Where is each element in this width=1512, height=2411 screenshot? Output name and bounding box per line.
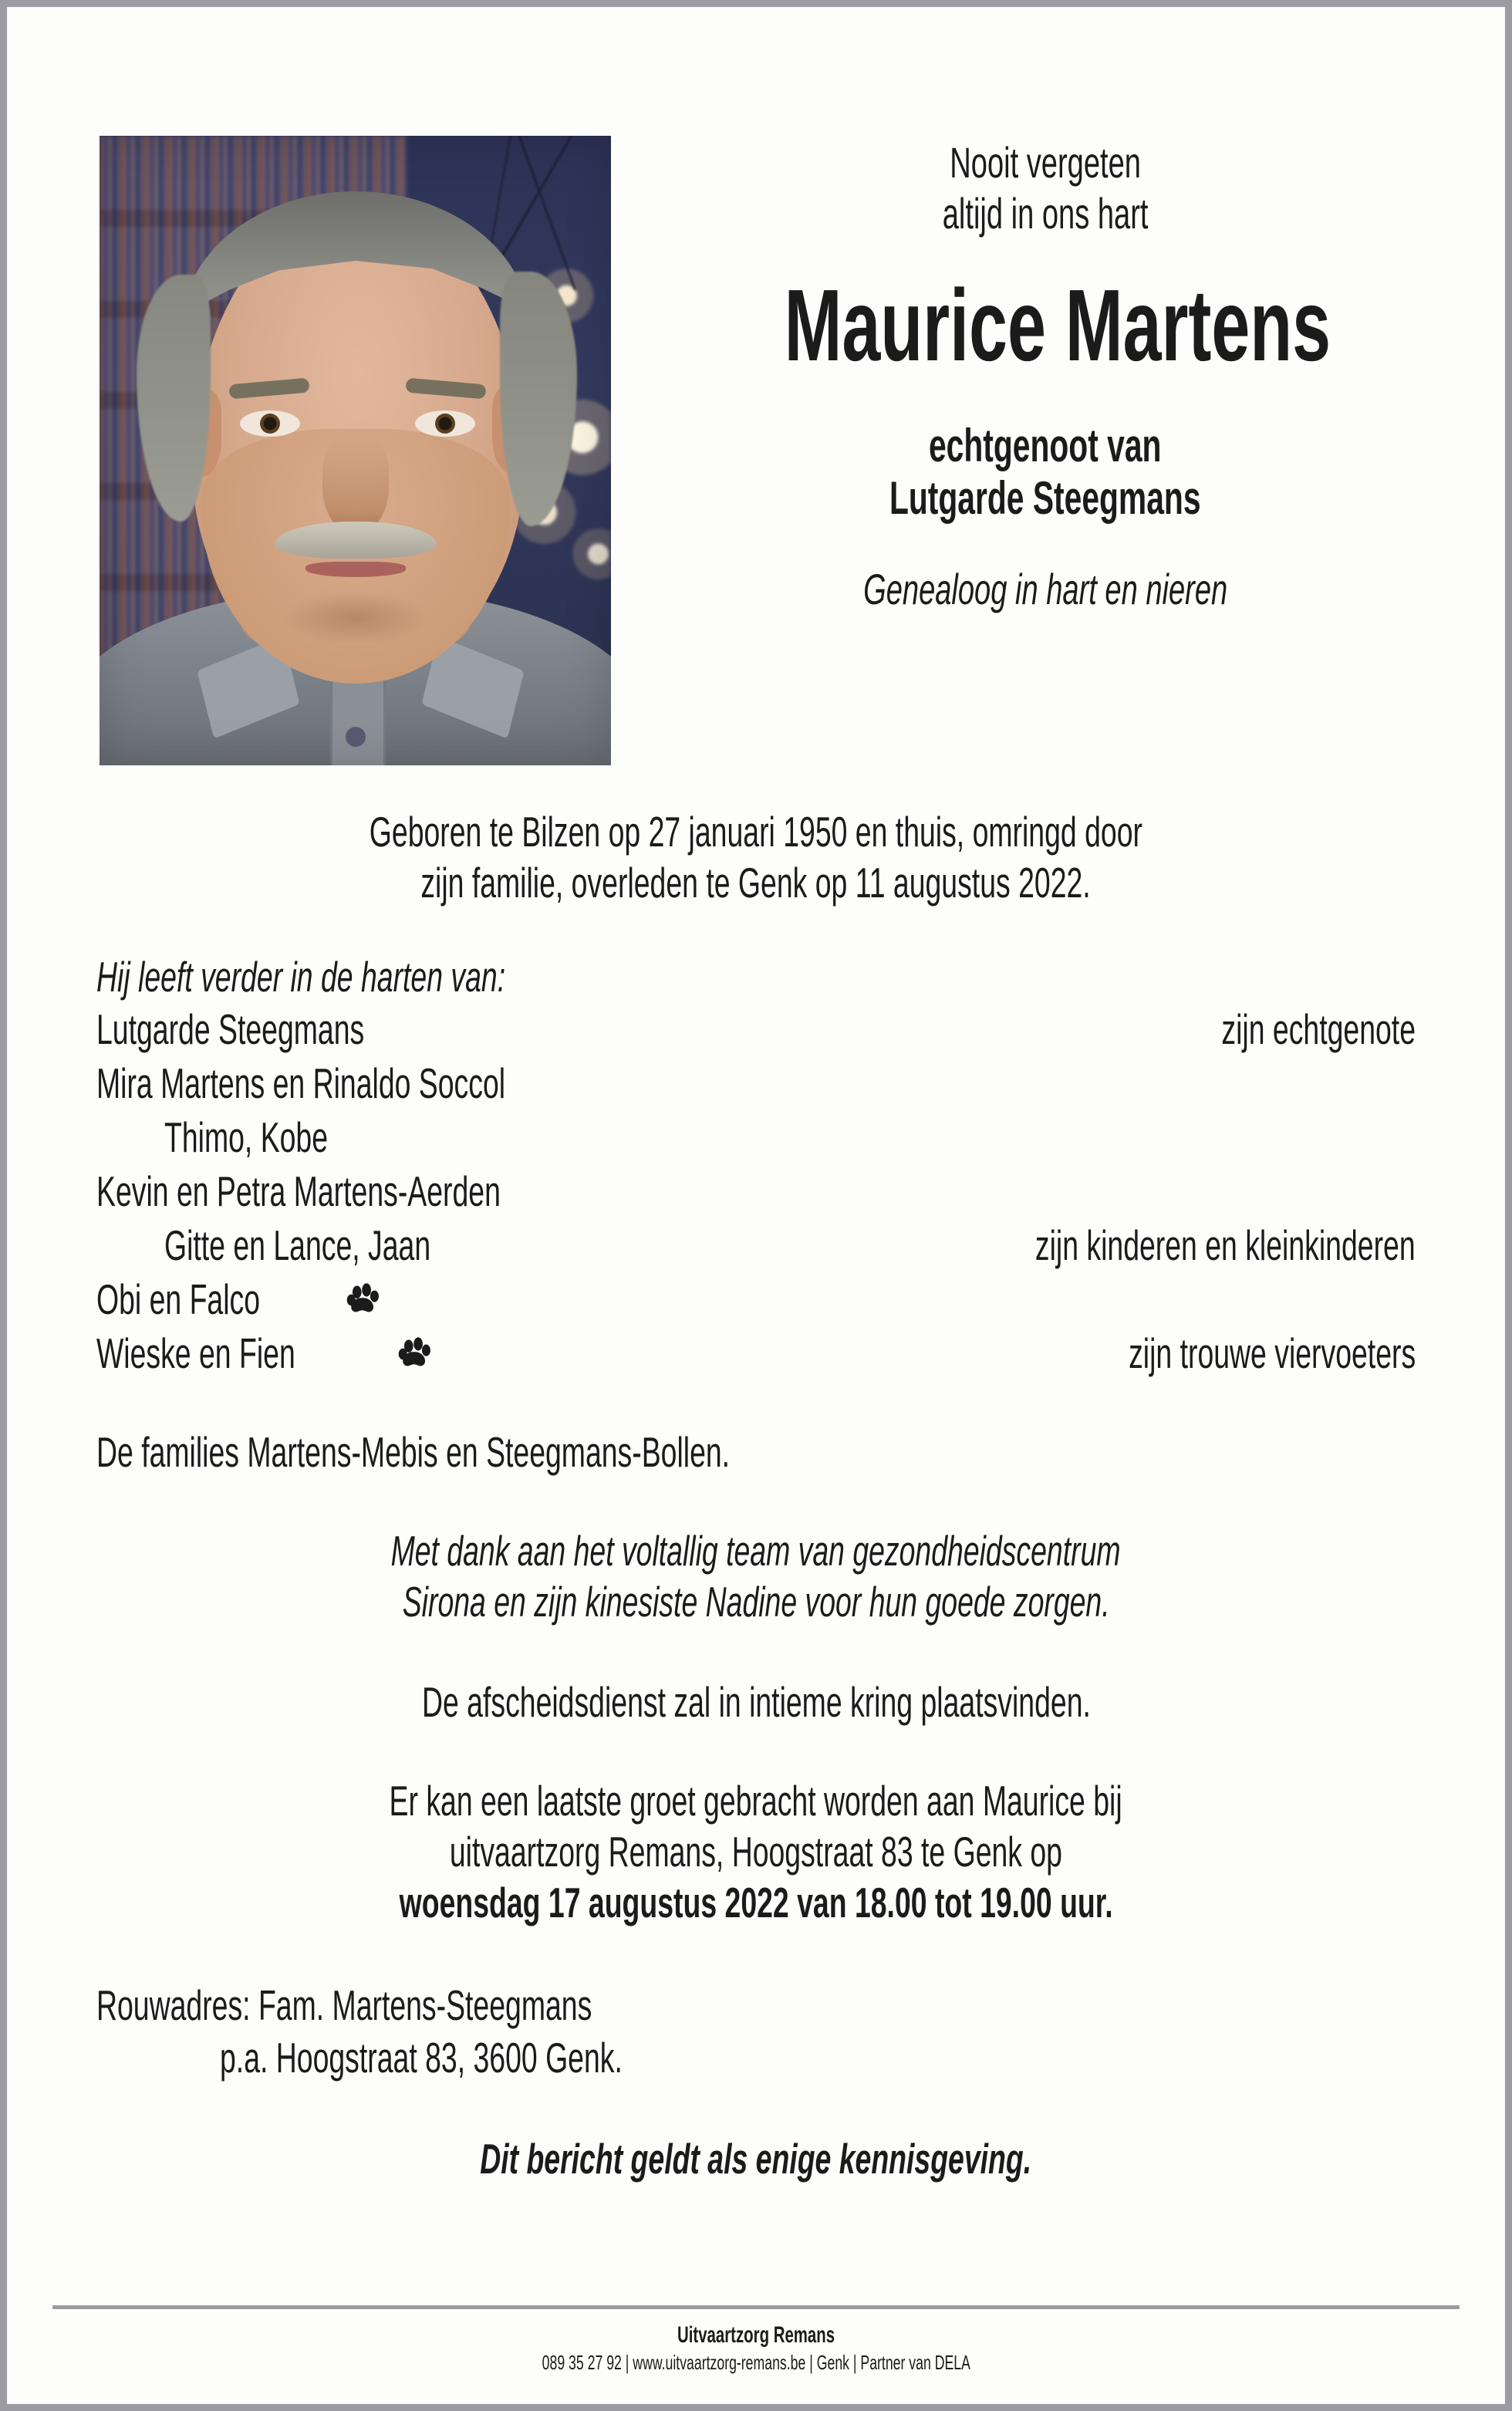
survivor-row	[96, 1110, 1416, 1164]
survivor-relation: zijn trouwe viervoeters	[1128, 1329, 1416, 1377]
birth-death-paragraph	[8, 806, 1504, 908]
survivors-list	[8, 951, 1504, 1380]
survivor-row	[96, 1056, 1416, 1110]
body-section	[8, 806, 1504, 2184]
epitaph: Genealoog in hart en nieren	[862, 565, 1228, 613]
mourning-address	[8, 1979, 1504, 2084]
survivor-name: Mira Martens en Rinaldo Soccol	[96, 1059, 506, 1107]
visitation-line-2: uitvaartzorg Remans, Hoogstraat 83 te Genk op	[449, 1828, 1063, 1876]
survivor-row	[96, 1164, 1416, 1218]
survivor-row	[96, 1326, 1416, 1380]
survivor-name: Obi en Falco	[96, 1272, 380, 1326]
survivor-row	[96, 1002, 1416, 1056]
paw-print-icon	[398, 1337, 432, 1371]
photo-vignette	[100, 136, 611, 765]
families-paragraph: De families Martens-Mebis en Steegmans-Bollen.	[96, 1428, 731, 1476]
visitation-datetime: woensdag 17 augustus 2022 van 18.00 tot 19.00 uur.	[399, 1879, 1113, 1926]
footer-divider	[52, 2305, 1460, 2309]
survivor-name: Thimo, Kobe	[164, 1113, 329, 1161]
survivor-name: Kevin en Petra Martens-Aerden	[96, 1167, 501, 1215]
visitation-line-1: Er kan een laatste groet gebracht worden aan Maurice bij	[389, 1777, 1123, 1825]
memorial-line-2: altijd in ons hart	[942, 189, 1149, 238]
portrait-photo	[100, 136, 611, 765]
funeral-home-name: Uitvaartzorg Remans	[677, 2322, 835, 2348]
survivor-relation: zijn echtgenote	[1221, 1005, 1416, 1053]
survivors-intro: Hij leeft verder in de harten van:	[96, 953, 506, 1001]
survivors-rows	[96, 1002, 1416, 1380]
thanks-line-2: Sirona en zijn kinesiste Nadine voor hun goede zorgen.	[402, 1578, 1110, 1626]
memorial-line-1: Nooit vergeten	[950, 138, 1141, 187]
spouse-label: echtgenoot van	[929, 420, 1162, 471]
deceased-name: Maurice Martens	[784, 268, 1331, 382]
paw-print-icon	[346, 1283, 380, 1317]
spouse-block	[656, 420, 1435, 525]
visitation-paragraph	[8, 1775, 1504, 1928]
birth-death-line-1: Geboren te Bilzen op 27 januari 1950 en thuis, omringd door	[369, 808, 1143, 856]
service-line: De afscheidsdienst zal in intieme kring plaatsvinden.	[421, 1678, 1091, 1726]
single-notice: Dit bericht geldt als enige kennisgeving.	[480, 2135, 1032, 2183]
mourning-address-line-1: Rouwadres: Fam. Martens-Steegmans	[96, 1981, 592, 2029]
mourning-address-line-2: p.a. Hoogstraat 83, 3600 Genk.	[220, 2034, 623, 2082]
survivor-name: Wieske en Fien	[96, 1326, 432, 1380]
survivor-relation: zijn kinderen en kleinkinderen	[1035, 1221, 1416, 1269]
service-paragraph	[8, 1677, 1504, 1727]
footer-text-block	[8, 2322, 1504, 2376]
thanks-line-1: Met dank aan het voltallig team van gezondheidscentrum	[391, 1527, 1121, 1575]
spouse-name: Lutgarde Steegmans	[889, 472, 1201, 524]
memorial-card	[7, 7, 1505, 2404]
survivor-row	[96, 1218, 1416, 1272]
birth-death-line-2: zijn familie, overleden te Genk op 11 augustus 2022.	[420, 859, 1092, 907]
header-section	[8, 8, 1504, 787]
header-text-block	[656, 8, 1435, 614]
survivor-name: Gitte en Lance, Jaan	[164, 1221, 431, 1269]
survivor-name: Lutgarde Steegmans	[96, 1005, 365, 1053]
thanks-paragraph	[8, 1525, 1504, 1627]
survivor-row	[96, 1272, 1416, 1326]
funeral-home-contact[interactable]: 089 35 27 92 | www.uitvaartzorg-remans.be | Genk | Partner van DELA	[542, 2351, 970, 2374]
